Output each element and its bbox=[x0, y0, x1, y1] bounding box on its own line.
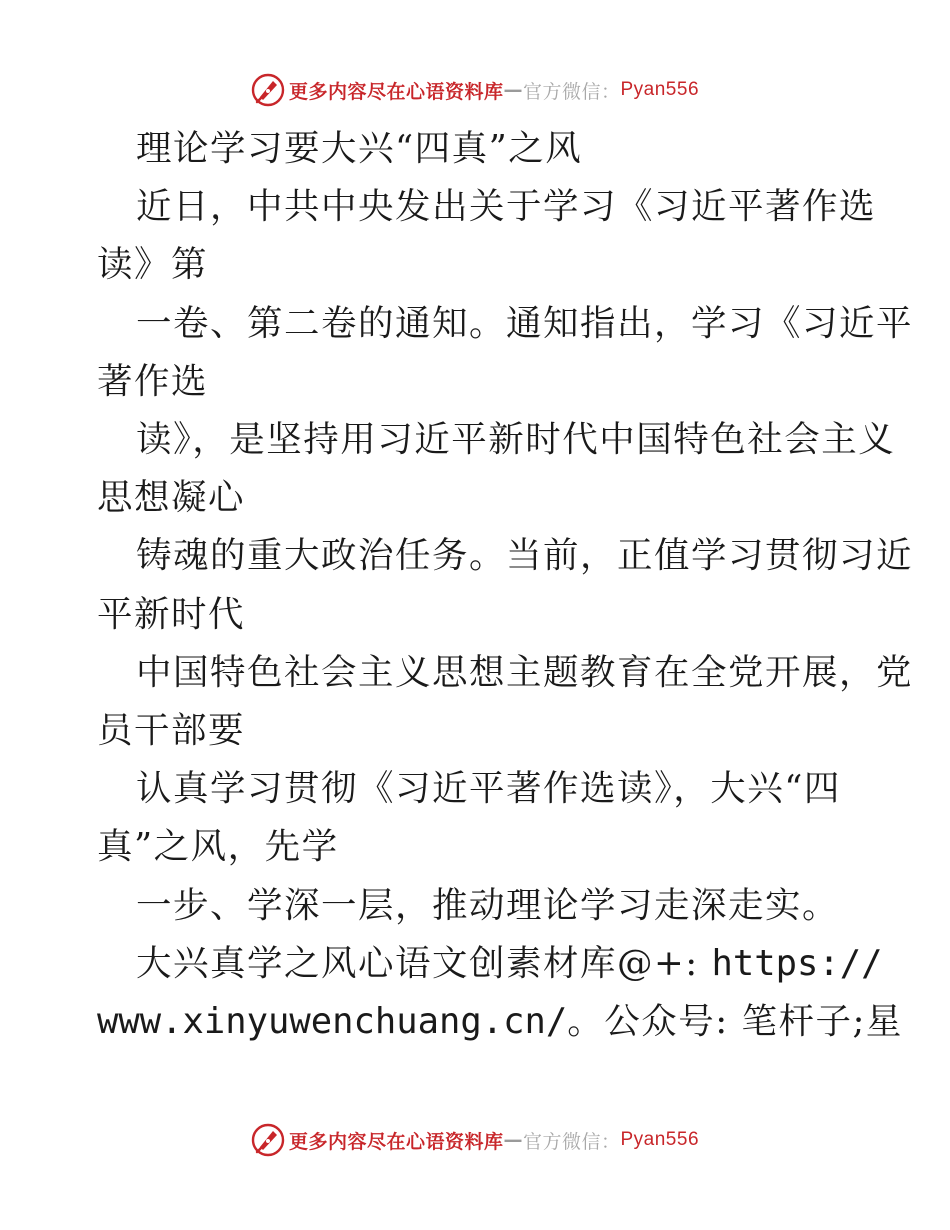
watermark-site-name: 更多内容尽在心语资料库 bbox=[288, 80, 504, 103]
watermark-separator: — bbox=[503, 79, 523, 101]
line-continuation: 平新时代 bbox=[97, 593, 246, 635]
watermark-wechat-id: Pyan556 bbox=[620, 79, 700, 100]
watermark-wechat-label: 官方微信： bbox=[522, 1130, 621, 1153]
line-first: 一步、学深一层，推动理论学习走深走实。 bbox=[136, 884, 840, 926]
line-continuation: 员干部要 bbox=[97, 710, 246, 752]
line-first: 一卷、第二卷的通知。通知指出，学习《习近平 bbox=[136, 302, 914, 344]
footer-source-text: 大兴真学之风心语文创素材库@+: bbox=[136, 942, 712, 984]
line-continuation: 真”之风，先学 bbox=[97, 826, 339, 868]
watermark-separator: — bbox=[503, 1129, 523, 1151]
paragraph-line bbox=[97, 644, 914, 760]
paragraph-line bbox=[97, 295, 914, 411]
footer-text-line-2 bbox=[97, 993, 903, 1051]
line-continuation: 读》第 bbox=[97, 244, 209, 286]
footer-url-part-1[interactable]: https:// bbox=[711, 942, 883, 984]
footer-url-part-2[interactable]: www.xinyuwenchuang.cn/ bbox=[97, 1001, 568, 1043]
paragraph-line bbox=[97, 760, 857, 876]
line-continuation: 思想凝心 bbox=[97, 477, 246, 519]
footer-watermark bbox=[0, 1120, 950, 1160]
line-first: 铸魂的重大政治任务。当前，正值学习贯彻习近 bbox=[136, 535, 914, 577]
line-first: 读》，是坚持用习近平新时代中国特色社会主义 bbox=[136, 419, 896, 461]
document-title: 理论学习要大兴“四真”之风 bbox=[136, 128, 583, 169]
line-first: 近日，中共中央发出关于学习《习近平著作选 bbox=[136, 186, 877, 228]
watermark-wechat-id: Pyan556 bbox=[620, 1129, 700, 1150]
paragraph-line bbox=[97, 877, 857, 935]
footer-text-line-1 bbox=[97, 935, 883, 993]
watermark-site-name: 更多内容尽在心语资料库 bbox=[288, 1130, 504, 1153]
paragraph-line bbox=[97, 411, 896, 527]
paragraph-line bbox=[97, 527, 914, 643]
header-watermark bbox=[0, 70, 950, 110]
line-first: 中国特色社会主义思想主题教育在全党开展，党 bbox=[136, 651, 914, 693]
footer-account-text: 。公众号: 笔杆子;星 bbox=[567, 1001, 903, 1043]
pen-nib-logo-icon bbox=[251, 73, 285, 107]
document-body bbox=[97, 120, 914, 1051]
paragraph-line bbox=[97, 178, 877, 294]
line-first: 认真学习贯彻《习近平著作选读》，大兴“四 bbox=[136, 768, 841, 810]
watermark-wechat-label: 官方微信： bbox=[522, 80, 621, 103]
line-continuation: 著作选 bbox=[97, 360, 209, 402]
pen-nib-logo-icon bbox=[251, 1123, 285, 1157]
